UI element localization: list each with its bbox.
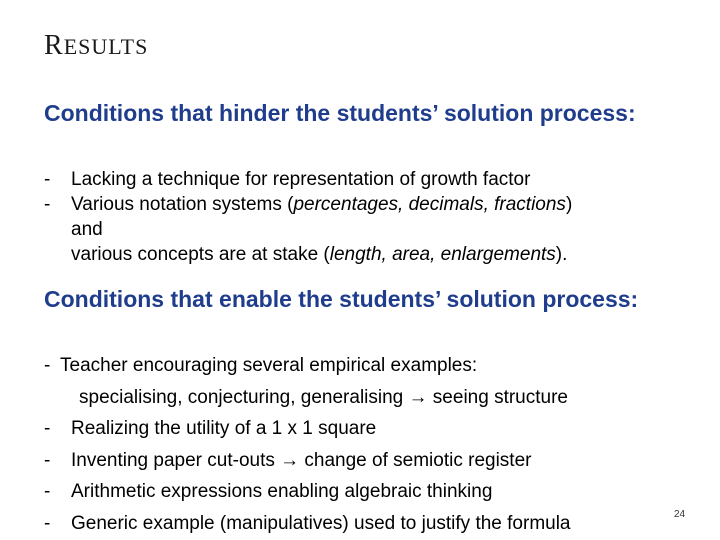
slide-title — [44, 30, 148, 62]
list-item-text: Generic example (manipulatives) used to justify the formula — [71, 512, 571, 534]
list-item — [44, 445, 684, 477]
hinder-list — [44, 167, 684, 267]
section-heading-hinder: Conditions that hinder the students’ solution process: — [44, 100, 636, 126]
bullet-dash: - — [44, 169, 51, 190]
list-item-text: and — [71, 219, 103, 240]
list-item — [44, 167, 684, 192]
title-rest: ESULTS — [63, 34, 149, 59]
list-item-text: Inventing paper cut-outs → change of semiotic register — [71, 449, 532, 471]
list-item-continuation — [44, 217, 684, 242]
list-item — [44, 476, 684, 508]
bullet-dash: - — [44, 449, 51, 471]
bullet-dash: - — [44, 418, 51, 439]
list-item-text: Lacking a technique for representation of growth factor — [71, 169, 531, 190]
bullet-dash: - — [44, 481, 51, 502]
list-item-text: various concepts are at stake (length, area, enlargements). — [71, 244, 568, 265]
list-item — [44, 413, 684, 445]
bullet-dash: - — [44, 512, 51, 534]
list-item — [44, 192, 684, 217]
page-number: 24 — [674, 509, 686, 520]
list-item — [44, 508, 684, 540]
arrow-right-icon: → — [280, 449, 300, 471]
section-heading-enable: Conditions that enable the students’ solution process: — [44, 286, 639, 312]
list-item-continuation — [44, 242, 684, 267]
list-item-text: Various notation systems (percentages, decimals, fractions) — [71, 194, 573, 215]
list-item — [44, 350, 684, 382]
list-item-continuation — [44, 382, 684, 414]
bullet-dash: - — [44, 194, 51, 215]
enable-list — [44, 350, 684, 539]
bullet-dash: - — [44, 355, 51, 376]
list-item-text: Arithmetic expressions enabling algebraic thinking — [71, 481, 493, 502]
arrow-right-icon: → — [408, 386, 428, 408]
list-item-text: Teacher encouraging several empirical examples: — [60, 355, 478, 376]
title-initial: R — [44, 30, 64, 61]
list-item-text: Realizing the utility of a 1 x 1 square — [71, 418, 377, 439]
list-item-text: specialising, conjecturing, generalising → seeing structure — [79, 386, 568, 408]
